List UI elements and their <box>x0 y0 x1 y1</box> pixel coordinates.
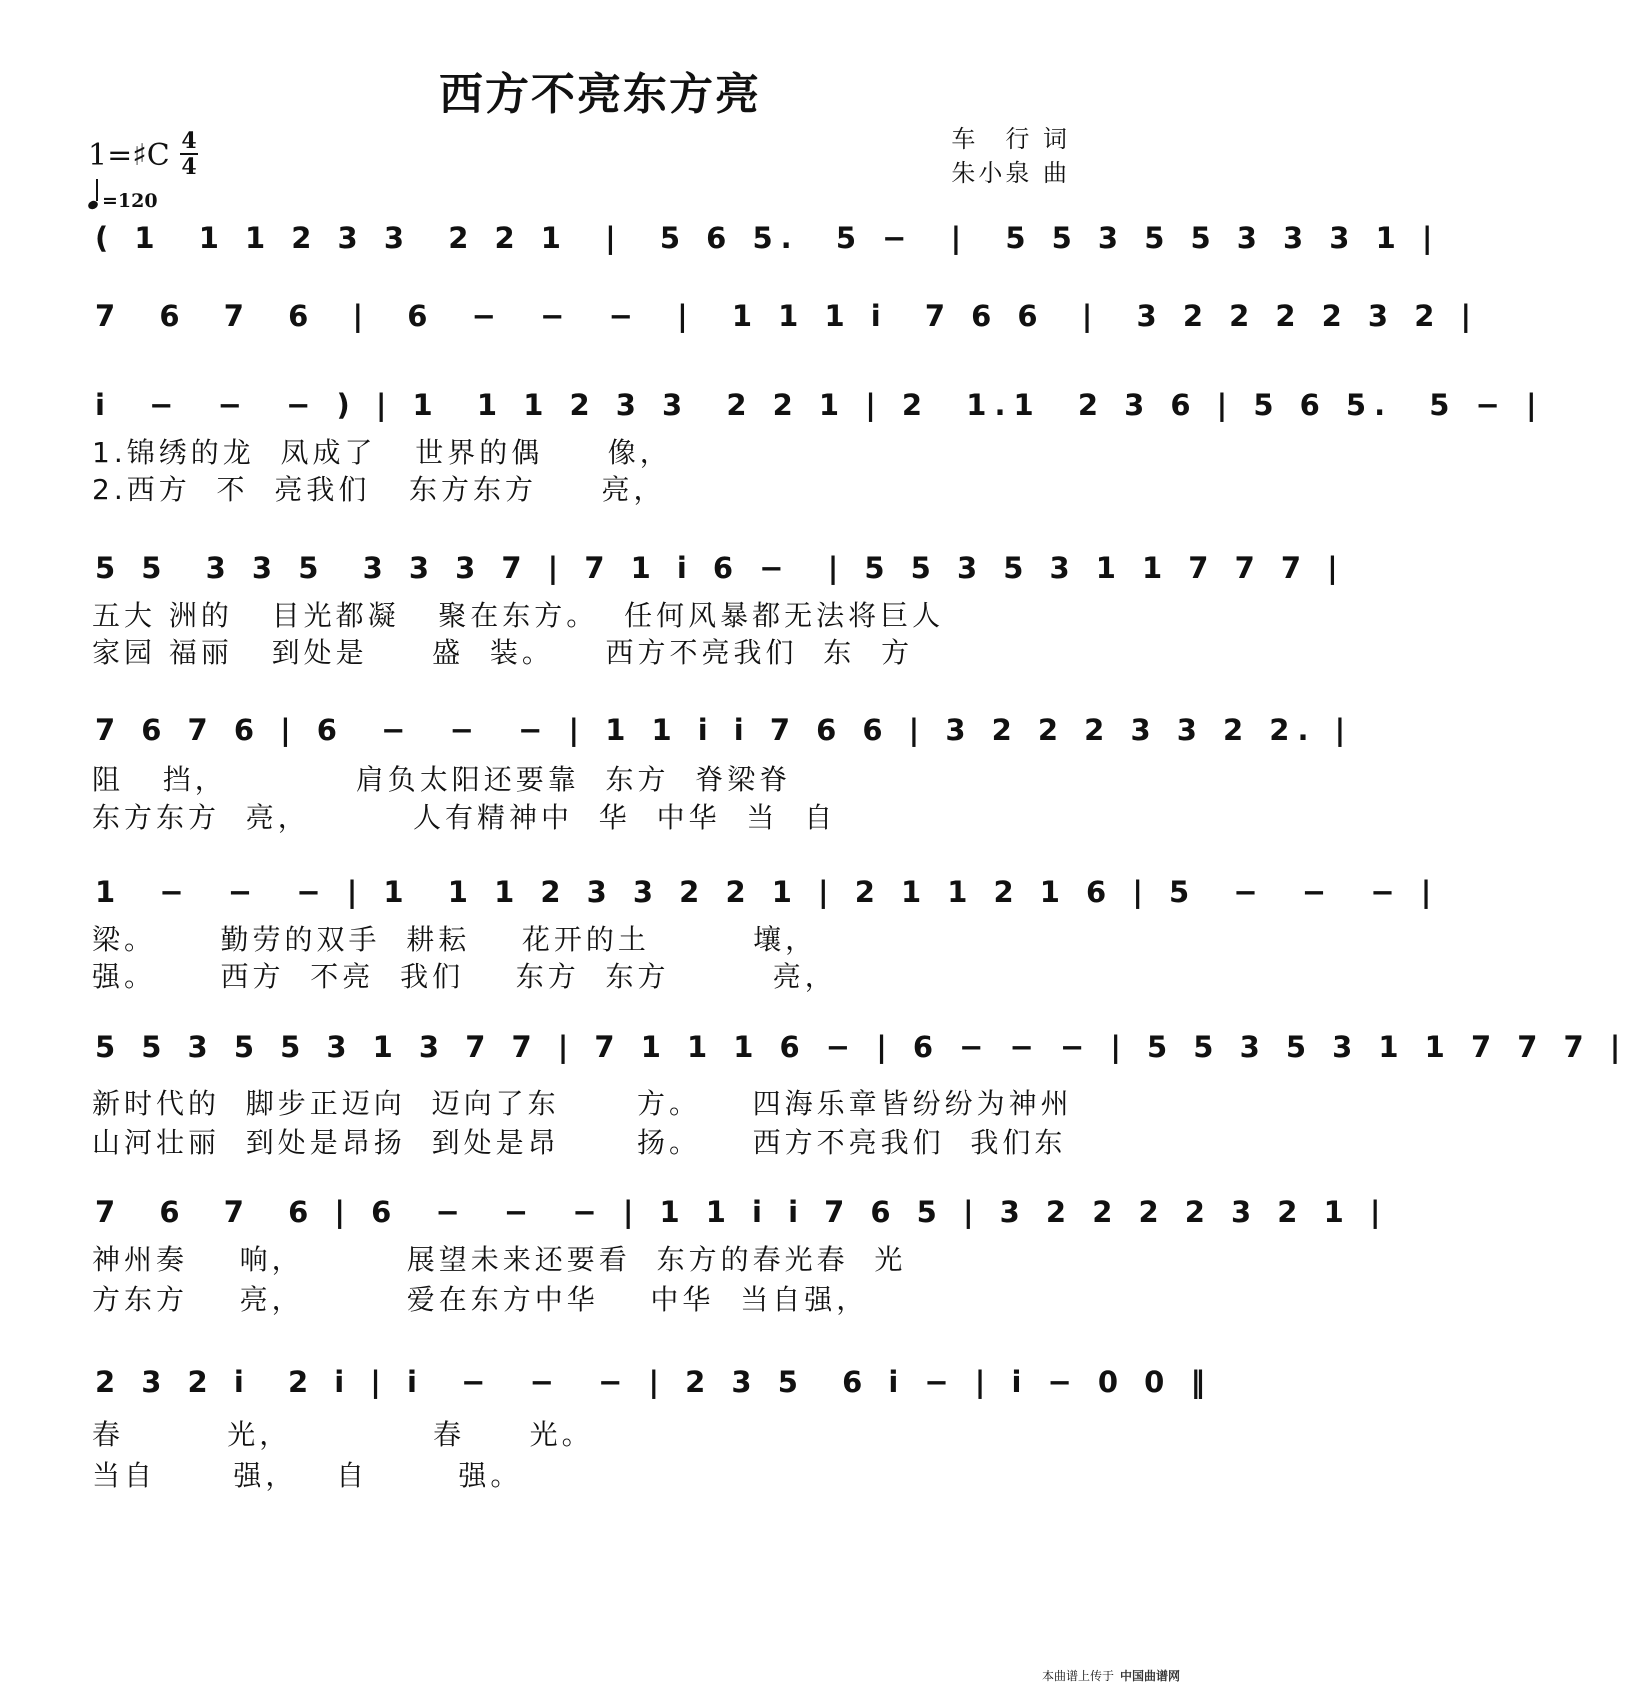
lyrics-row-5-verse-2: 东方东方 亮， 人有精神中 华 中华 当 自 <box>92 801 837 834</box>
lyrics-row-3-verse-2: 2.西方 不 亮我们 东方东方 亮， <box>92 473 666 506</box>
lyrics-row-9-verse-2: 当自 强， 自 强。 <box>92 1459 523 1492</box>
lyrics-row-6-verse-1: 梁。 勤劳的双手 耕耘 花开的土 壤， <box>92 923 818 956</box>
lyrics-row-4-verse-2: 家园 福丽 到处是 盛 装。 西方不亮我们 东 方 <box>92 636 914 669</box>
notation-row-9: 2 3 2 i 2 i | i − − − | 2 3 5 6 i − | i − 0 0 ‖ <box>95 1365 1213 1399</box>
notation-row-6: 1 − − − | 1 1 1 2 3 3 2 2 1 | 2 1 1 2 1 6 | 5 − − − | <box>95 875 1440 909</box>
lyrics-row-8-verse-1: 神州奏 响， 展望未来还要看 东方的春光春 光 <box>92 1243 907 1276</box>
credits <box>951 122 1070 190</box>
key-signature: 1=♯C <box>88 138 170 173</box>
lyrics-row-9-verse-1: 春 光， 春 光。 <box>92 1418 594 1451</box>
page-title: 西方不亮东方亮 <box>439 69 761 120</box>
lyrics-row-8-verse-2: 方东方 亮， 爱在东方中华 中华 当自强， <box>92 1283 869 1316</box>
lyrics-row-3-verse-1: 1.锦绣的龙 凤成了 世界的偶 像， <box>92 436 672 469</box>
site-logo: 中国曲谱网 <box>1119 1669 1180 1683</box>
notation-row-3: i − − − ) | 1 1 1 2 3 3 2 2 1 | 2 1.1 2 3 6 | 5 6 5. 5 − | <box>95 388 1545 422</box>
lyrics-row-5-verse-1: 阻 挡， 肩负太阳还要靠 东方 脊梁脊 <box>92 763 792 796</box>
time-signature <box>180 130 198 178</box>
footer-text: 本曲谱上传于 <box>1041 1669 1114 1683</box>
lyricist: 车 行 词 <box>951 125 1070 153</box>
meter-bottom: 4 <box>181 154 197 180</box>
footer <box>1042 1667 1180 1684</box>
tempo-marking <box>88 185 158 212</box>
lyrics-row-7-verse-1: 新时代的 脚步正迈向 迈向了东 方。 四海乐章皆纷纷为神州 <box>92 1087 1073 1120</box>
meter-top: 4 <box>181 128 197 154</box>
notation-row-7: 5 5 3 5 5 3 1 3 7 7 | 7 1 1 1 6 − | 6 − − − | 5 5 3 5 3 1 1 7 7 7 | <box>95 1030 1628 1064</box>
notation-row-1: ( 1 1 1 2 3 3 2 2 1 | 5 6 5. 5 − | 5 5 3 5 5 3 3 3 1 | <box>95 221 1441 255</box>
notation-row-5: 7 6 7 6 | 6 − − − | 1 1 i i 7 6 6 | 3 2 2 2 3 3 2 2. | <box>95 713 1354 747</box>
notation-row-8: 7 6 7 6 | 6 − − − | 1 1 i i 7 6 5 | 3 2 2 2 2 3 2 1 | <box>95 1195 1389 1229</box>
lyrics-row-7-verse-2: 山河壮丽 到处是昂扬 到处是昂 扬。 西方不亮我们 我们东 <box>92 1126 1067 1159</box>
composer: 朱小泉 曲 <box>951 159 1070 187</box>
notation-row-2: 7 6 7 6 | 6 − − − | 1 1 1 i 7 6 6 | 3 2 2 2 2 3 2 | <box>95 299 1480 333</box>
lyrics-row-4-verse-1: 五大 洲的 目光都凝 聚在东方。 任何风暴都无法将巨人 <box>92 599 945 632</box>
lyrics-row-6-verse-2: 强。 西方 不亮 我们 东方 东方 亮， <box>92 960 837 993</box>
notation-row-4: 5 5 3 3 5 3 3 3 7 | 7 1 i 6 − | 5 5 3 5 3 1 1 7 7 7 | <box>95 551 1346 585</box>
tempo-value: =120 <box>102 190 158 212</box>
